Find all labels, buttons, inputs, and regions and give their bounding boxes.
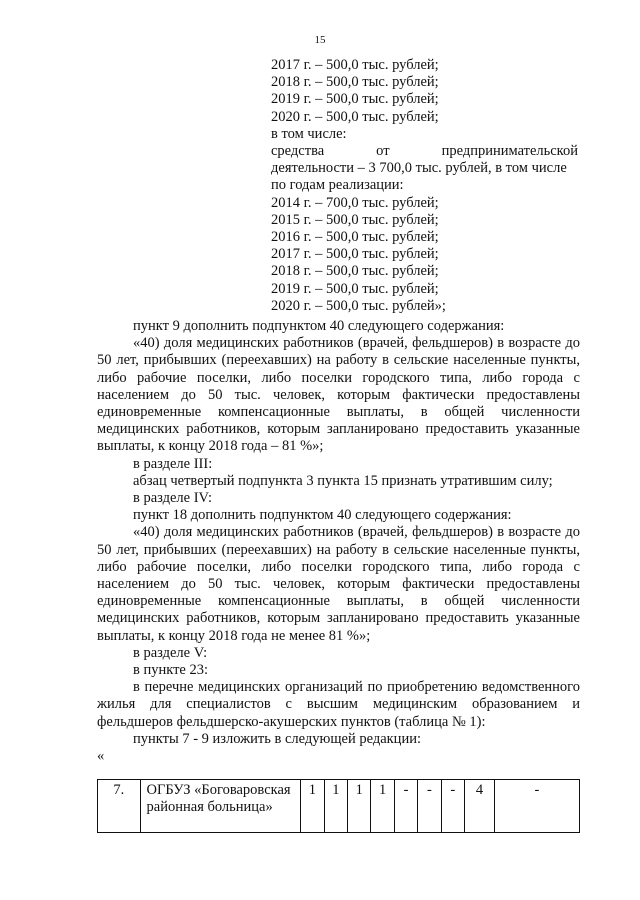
funding-line: 2014 г. – 700,0 тыс. рублей; — [271, 194, 439, 211]
table-cell: 1 — [348, 780, 371, 833]
paragraph: в разделе III: — [133, 455, 213, 472]
paragraph: абзац четвертый подпункта 3 пункта 15 признать утратившим силу; — [133, 472, 553, 489]
paragraph: «40) доля медицинских работников (врачей, фельдшеров) в возрасте до 50 лет, прибывших (переехавших) на работу в сельские населенные пункты, либо рабочие поселки, либо поселки городского типа, либо города с населением до 50 тыс. человек, которым фактически предоставлены единовременные компенсационные выплаты, в общей численности медицинских работников, которым запланировано предоставить указанные выплаты, к концу 2018 года – 81 %»; — [97, 335, 580, 455]
funding-line: 2019 г. – 500,0 тыс. рублей; — [271, 91, 439, 108]
funding-line: 2017 г. – 500,0 тыс. рублей; — [271, 246, 439, 263]
paragraph: в разделе IV: — [133, 490, 212, 507]
table-cell: - — [494, 780, 579, 833]
paragraph: в перечне медицинских организаций по приобретению ведомственного жилья для специалистов с высшим медицинским образованием и фельдшеров фельдшерско-акушерских пунктов (таблица № 1): — [97, 679, 580, 730]
paragraph: пункт 9 дополнить подпунктом 40 следующего содержания: — [133, 318, 505, 334]
paragraph: «40) доля медицинских работников (врачей, фельдшеров) в возрасте до 50 лет, прибывших (переехавших) на работу в сельские населенные пункты, либо рабочие поселки, либо поселки городского типа, либо города с населением до 50 тыс. человек, которым фактически предоставлены единовременные компенсационные выплаты, в общей численности медицинских работников, которым запланировано предоставить указанные выплаты, к концу 2018 года не менее 81 %»; — [97, 524, 580, 644]
opening-quote: « — [97, 748, 105, 765]
document-body — [97, 318, 580, 765]
funding-line: 2018 г. – 500,0 тыс. рублей; — [271, 263, 439, 280]
table-cell: 1 — [324, 780, 347, 833]
table-cell: - — [394, 780, 417, 833]
table-cell: 4 — [465, 780, 495, 833]
organization-name: ОГБУЗ «Боговаровская районная больница» — [140, 780, 301, 833]
table-cell: 1 — [371, 780, 394, 833]
funding-line: 2020 г. – 500,0 тыс. рублей»; — [271, 297, 446, 314]
funding-line: 2018 г. – 500,0 тыс. рублей; — [271, 74, 439, 91]
funding-line: 2020 г. – 500,0 тыс. рублей; — [271, 108, 439, 125]
funding-line: 2015 г. – 500,0 тыс. рублей; — [271, 211, 439, 228]
table-cell: - — [418, 780, 441, 833]
row-number: 7. — [98, 780, 141, 833]
funding-line-justified: средства от предпринимательской — [271, 143, 578, 160]
paragraph: в пункте 23: — [133, 662, 209, 679]
funding-line: по годам реализации: — [271, 177, 404, 194]
table-cell: 1 — [301, 780, 324, 833]
paragraph: пункты 7 - 9 изложить в следующей редакции: — [133, 730, 421, 747]
funding-line: в том числе: — [271, 125, 347, 142]
funding-line: деятельности – 3 700,0 тыс. рублей, в том числе — [271, 160, 567, 177]
table-row — [98, 780, 580, 833]
funding-line: 2019 г. – 500,0 тыс. рублей; — [271, 280, 439, 297]
funding-block — [271, 57, 578, 315]
page-number: 15 — [314, 34, 326, 46]
funding-line: 2016 г. – 500,0 тыс. рублей; — [271, 229, 439, 246]
paragraph: в разделе V: — [133, 644, 208, 661]
funding-line: 2017 г. – 500,0 тыс. рублей; — [271, 57, 439, 73]
paragraph: пункт 18 дополнить подпунктом 40 следующего содержания: — [133, 507, 512, 524]
table-cell: - — [441, 780, 464, 833]
organizations-table — [97, 779, 580, 833]
